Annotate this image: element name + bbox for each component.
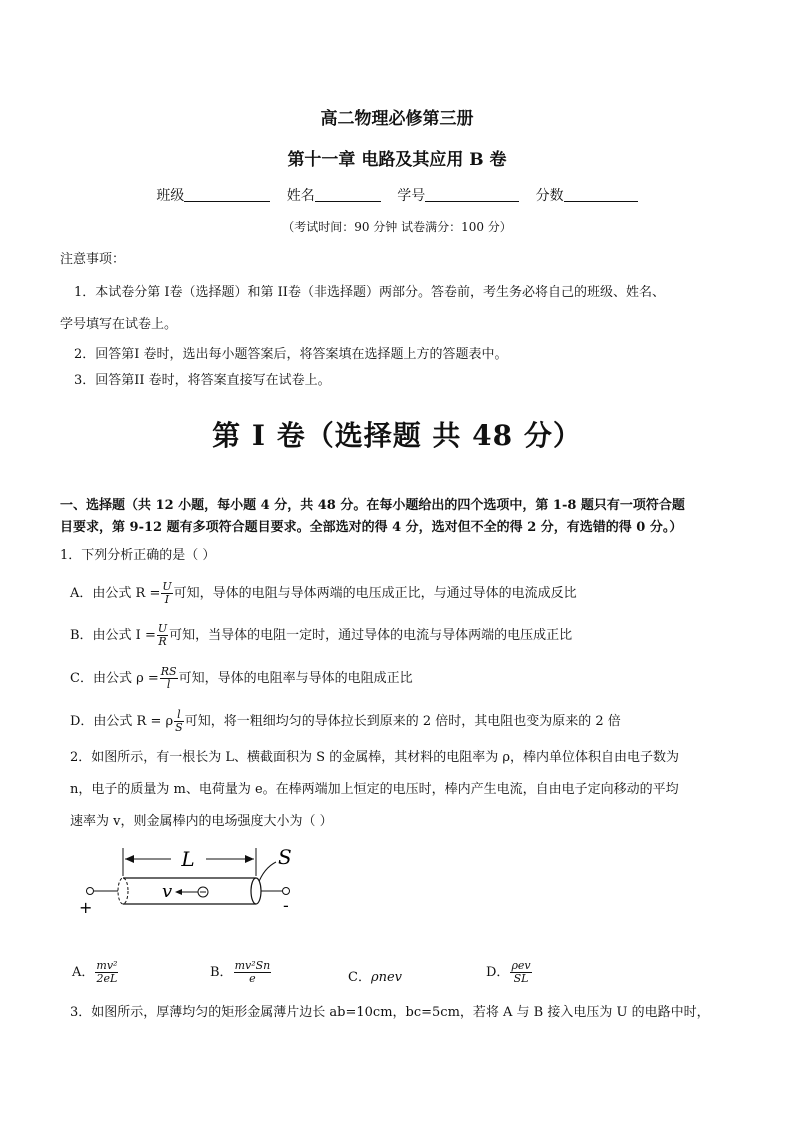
name-blank[interactable] <box>315 187 381 202</box>
q2-a-fraction <box>95 960 118 985</box>
q2-metal-rod-figure <box>76 842 306 922</box>
q1-d-prefix: D．由公式 R = ρ <box>70 714 174 729</box>
fig-terminal-right <box>283 888 290 895</box>
q2-c-text: ρnev <box>370 970 403 985</box>
class-label: 班级 <box>156 188 185 204</box>
q1-c-text: 可知，导体的电阻率与导体的电阻成正比 <box>178 671 413 686</box>
q2-option-d <box>486 960 533 985</box>
class-blank[interactable] <box>184 187 270 202</box>
q1-d-fraction <box>174 709 184 734</box>
page-title: 高二物理必修第三册 <box>320 109 474 129</box>
q1-stem: 1．下列分析正确的是（ ） <box>60 548 216 563</box>
fig-rod-left-end <box>118 878 128 904</box>
fig-label-v: v <box>162 881 173 902</box>
part-one-line2: 目要求，第 9-12 题有多项符合题目要求。全部选对的得 4 分，选对但不全的得 2 分，有选错的得 0 分。） <box>60 520 683 535</box>
fig-rod-right-end <box>251 878 261 904</box>
q1-c-fraction <box>160 666 178 691</box>
q1-option-a <box>70 581 750 606</box>
q1-option-c <box>70 666 750 691</box>
id-blank[interactable] <box>425 187 519 202</box>
fig-terminal-left <box>87 888 94 895</box>
fig-label-L: L <box>181 847 195 871</box>
q1-a-num: U <box>162 580 172 593</box>
q1-d-num: l <box>174 709 184 722</box>
q2-line2: n，电子的质量为 m、电荷量为 e。在棒两端加上恒定的电压时，棒内产生电流，自由电子定向移动的平均 <box>70 782 679 797</box>
q1-d-den: S <box>175 721 183 734</box>
chapter-title: 第十一章 电路及其应用 B 卷 <box>287 150 507 170</box>
id-label: 学号 <box>397 188 426 204</box>
q1-d-text: 可知，将一粗细均匀的导体拉长到原来的 2 倍时，其电阻也变为原来的 2 倍 <box>184 714 621 729</box>
fig-velocity-arrowhead <box>175 889 182 895</box>
q1-c-den: l <box>166 678 171 691</box>
q2-d-fraction <box>510 960 531 985</box>
notice-heading: 注意事项： <box>60 252 126 267</box>
q2-b-num: mv²Sn <box>234 959 271 972</box>
q2-b-den: e <box>249 972 256 985</box>
q2-c-label: C． <box>348 970 371 985</box>
q2-option-b <box>210 960 272 985</box>
q1-a-den: I <box>164 593 170 606</box>
fig-label-S: S <box>278 845 292 869</box>
q1-b-num: U <box>157 622 168 635</box>
q1-b-den: R <box>158 635 167 648</box>
q1-b-prefix: B．由公式 I = <box>70 628 156 643</box>
q2-option-c <box>348 966 402 985</box>
q1-a-fraction <box>161 581 172 606</box>
score-blank[interactable] <box>564 187 638 202</box>
q1-a-text: 可知，导体的电阻与导体两端的电压成正比，与通过导体的电流成反比 <box>173 586 577 601</box>
q1-option-b <box>70 623 750 648</box>
fig-plus-sign: + <box>79 898 93 917</box>
fig-dim-arrowhead-left <box>125 855 134 863</box>
name-label: 姓名 <box>286 188 315 204</box>
q1-option-d <box>70 709 750 734</box>
q1-c-num: RS <box>160 665 177 678</box>
notice-item-3: 3．回答第II 卷时，将答案直接写在试卷上。 <box>74 373 331 388</box>
q2-a-num: mv² <box>96 959 118 972</box>
q2-b-fraction <box>234 960 272 985</box>
q2-a-den: 2eL <box>96 972 118 985</box>
q2-line3: 速率为 v，则金属棒内的电场强度大小为（ ） <box>70 814 333 829</box>
q2-a-label: A． <box>72 965 95 980</box>
notice-item-1-line2: 学号填写在试卷上。 <box>60 317 178 332</box>
fig-minus-sign: - <box>283 896 289 915</box>
fig-dim-arrowhead-right <box>245 855 254 863</box>
q1-b-fraction <box>157 623 168 648</box>
q2-line1: 2．如图所示，有一根长为 L、横截面积为 S 的金属棒，其材料的电阻率为 ρ，棒内单位体积自由电子数为 <box>70 750 679 765</box>
q2-d-den: SL <box>513 972 529 985</box>
exam-info: （考试时间：90 分钟 试卷满分：100 分） <box>282 220 512 234</box>
part-one-line1: 一、选择题（共 12 小题，每小题 4 分，共 48 分。在每小题给出的四个选项中，第 1-8 题只有一项符合题 <box>60 498 685 513</box>
q1-b-text: 可知，当导体的电阻一定时，通过导体的电流与导体两端的电压成正比 <box>169 628 573 643</box>
score-label: 分数 <box>535 188 564 204</box>
q2-d-label: D． <box>486 965 510 980</box>
q2-b-label: B． <box>210 965 233 980</box>
q1-c-prefix: C．由公式 ρ = <box>70 671 159 686</box>
notice-item-2: 2．回答第I 卷时，选出每小题答案后，将答案填在选择题上方的答题表中。 <box>74 347 508 362</box>
q1-a-prefix: A．由公式 R = <box>70 586 161 601</box>
q2-option-a <box>72 960 119 985</box>
notice-item-1-line1: 1．本试卷分第 I卷（选择题）和第 II卷（非选择题）两部分。答卷前，考生务必将自己的班级、姓名、 <box>74 285 665 300</box>
student-info-row <box>0 185 794 205</box>
fig-S-pointer <box>258 862 276 884</box>
q2-d-num: ρev <box>511 959 531 972</box>
q3-line1: 3．如图所示，厚薄均匀的矩形金属薄片边长 ab=10cm，bc=5cm，若将 A 与 B 接入电压为 U 的电路中时， <box>70 1005 710 1020</box>
section-title: 第 I 卷（选择题 共 48 分） <box>212 419 582 452</box>
